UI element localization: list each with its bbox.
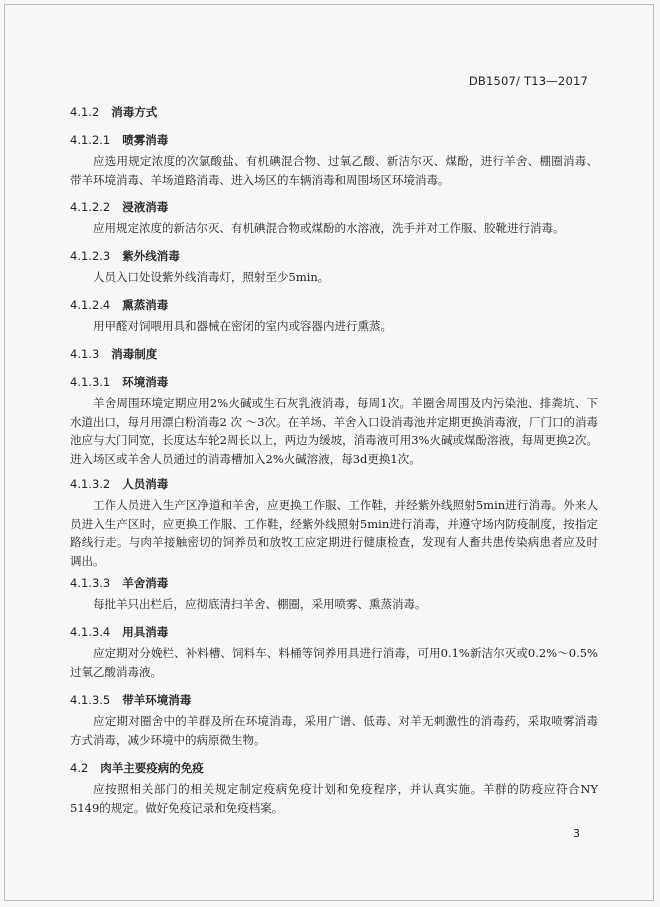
heading-4-1-3-1: 4.1.3.1 环境消毒 [70, 375, 169, 389]
paragraph-immersion-disinfection: 应用规定浓度的新洁尔灭、有机碘混合物或煤酚的水溶液，洗手并对工作服、胶靴进行消毒。 [93, 221, 565, 235]
paragraph-environment-disinfection: 羊舍周围环境定期应用2%火碱或生石灰乳液消毒，每周1次。羊圈舍周围及内污染池、排粪坑、下水道出口，每月用漂白粉消毒2 次 ～3次。在羊场、羊舍入口设消毒池并定期更换消毒液，厂门口的消毒池应与大门同宽，长度达车轮2周长以上，两边为缓坡，消毒液可用3%火碱或煤酚溶液，每周更换2次。进入场区或羊舍人员通过的消毒槽加入2%火碱溶液，每3d更换1次。 [70, 396, 598, 466]
paragraph-tool-disinfection: 应定期对分娩栏、补料槽、饲料车、料桶等饲养用具进行消毒，可用0.1%新洁尔灭或0.2%～0.5%过氧乙酸消毒液。 [70, 646, 598, 679]
heading-4-1-3-5: 4.1.3.5 带羊环境消毒 [70, 693, 192, 707]
heading-4-1-3-2: 4.1.3.2 人员消毒 [70, 477, 169, 491]
paragraph-uv-disinfection: 人员入口处设紫外线消毒灯，照射至少5min。 [93, 270, 330, 284]
heading-4-1-3-4: 4.1.3.4 用具消毒 [70, 625, 169, 639]
paragraph-with-sheep-disinfection: 应定期对圈舍中的羊群及所在环境消毒，采用广谱、低毒、对羊无刺激性的消毒药，采取喷雾消毒方式消毒，减少环境中的病原微生物。 [70, 714, 598, 747]
paragraph-immunization: 应按照相关部门的相关规定制定疫病免疫计划和免疫程序，并认真实施。羊群的防疫应符合NY 5149的规定。做好免疫记录和免疫档案。 [70, 782, 598, 815]
heading-4-1-2-3: 4.1.2.3 紫外线消毒 [70, 249, 180, 263]
page-number: 3 [573, 827, 580, 840]
heading-4-1-2: 4.1.2 消毒方式 [70, 105, 158, 119]
heading-4-1-2-4: 4.1.2.4 熏蒸消毒 [70, 298, 169, 312]
heading-4-1-2-1: 4.1.2.1 喷雾消毒 [70, 133, 169, 147]
heading-4-1-3-3: 4.1.3.3 羊舍消毒 [70, 576, 169, 590]
paragraph-sheephouse-disinfection: 每批羊只出栏后，应彻底清扫羊舍、棚圈，采用喷雾、熏蒸消毒。 [93, 597, 427, 611]
heading-4-1-3: 4.1.3 消毒制度 [70, 347, 158, 361]
paragraph-fumigation: 用甲醛对饲喂用具和器械在密闭的室内或容器内进行熏蒸。 [93, 319, 392, 333]
heading-4-2: 4.2 肉羊主要疫病的免疫 [70, 761, 204, 775]
paragraph-spray-disinfection: 应选用规定浓度的次氯酸盐、有机碘混合物、过氧乙酸、新洁尔灭、煤酚，进行羊舍、棚圈消毒、带羊环境消毒、羊场道路消毒、进入场区的车辆消毒和周围场区环境消毒。 [70, 154, 598, 187]
heading-4-1-2-2: 4.1.2.2 浸液消毒 [70, 200, 169, 214]
paragraph-personnel-disinfection: 工作人员进入生产区净道和羊舍，应更换工作服、工作鞋，并经紫外线照射5min进行消毒。外来人员进入生产区时，应更换工作服、工作鞋，经紫外线照射5min进行消毒，并遵守场内防疫制度，按指定路线行走。与肉羊接触密切的饲养员和放牧工应定期进行健康检查，发现有人畜共患传染病患者应及时调出。 [70, 498, 598, 568]
doc-code: DB1507/ T13—2017 [468, 74, 588, 88]
